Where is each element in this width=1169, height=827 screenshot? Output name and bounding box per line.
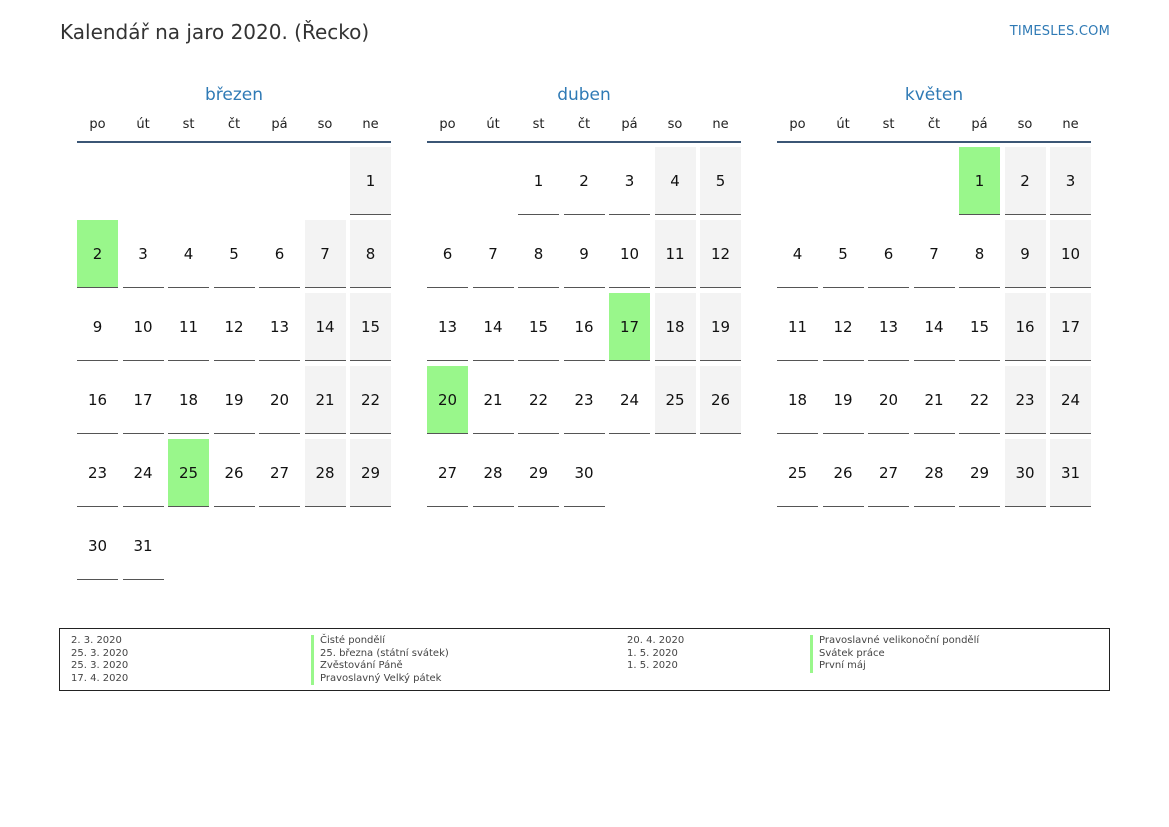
weekday-label: pá — [271, 117, 288, 132]
legend-holiday-name: První máj — [810, 660, 979, 673]
day-cell: 22 — [959, 366, 1000, 434]
day-cell: 15 — [518, 293, 559, 361]
weekday-label: ne — [362, 117, 379, 132]
site-link[interactable]: TIMESLES.COM — [1009, 24, 1110, 39]
day-cell: 7 — [305, 220, 346, 288]
day-cell: 22 — [518, 366, 559, 434]
legend-holiday-name: Pravoslavný Velký pátek — [311, 673, 449, 686]
weekday-label: čt — [927, 117, 941, 132]
day-cell: 4 — [655, 147, 696, 215]
month-march — [77, 84, 391, 585]
day-cell: 21 — [473, 366, 514, 434]
day-cell: 18 — [655, 293, 696, 361]
day-cell: 15 — [350, 293, 391, 361]
weekday-label: pá — [621, 117, 638, 132]
weekday-label: so — [1017, 117, 1033, 132]
day-cell: 28 — [914, 439, 955, 507]
day-cell: 13 — [868, 293, 909, 361]
month-may — [777, 84, 1091, 512]
day-cell: 29 — [518, 439, 559, 507]
day-grid — [77, 147, 391, 585]
day-cell: 3 — [609, 147, 650, 215]
day-cell: 6 — [259, 220, 300, 288]
legend-date: 17. 4. 2020 — [71, 672, 129, 684]
day-cell: 30 — [77, 512, 118, 580]
day-cell: 14 — [914, 293, 955, 361]
legend-names-right — [810, 635, 979, 673]
day-cell: 27 — [427, 439, 468, 507]
day-cell: 10 — [1050, 220, 1091, 288]
holiday-day-cell: 1 — [959, 147, 1000, 215]
day-cell: 26 — [214, 439, 255, 507]
day-cell: 21 — [305, 366, 346, 434]
weekday-label: po — [439, 117, 456, 132]
legend-date: 1. 5. 2020 — [627, 660, 678, 671]
day-cell: 19 — [214, 366, 255, 434]
day-cell: 11 — [777, 293, 818, 361]
day-cell: 30 — [1005, 439, 1046, 507]
legend-holiday-name: 25. března (státní svátek) — [311, 648, 449, 661]
day-cell: 26 — [823, 439, 864, 507]
day-cell: 3 — [123, 220, 164, 288]
weekday-label: po — [789, 117, 806, 132]
weekday-header — [777, 116, 1091, 143]
day-cell: 1 — [350, 147, 391, 215]
day-cell: 22 — [350, 366, 391, 434]
legend-date: 1. 5. 2020 — [627, 647, 678, 659]
legend-date: 25. 3. 2020 — [71, 660, 129, 671]
day-cell: 7 — [914, 220, 955, 288]
day-cell: 8 — [959, 220, 1000, 288]
weekday-label: pá — [971, 117, 988, 132]
day-cell: 4 — [777, 220, 818, 288]
day-cell: 18 — [168, 366, 209, 434]
legend-holiday-name: Pravoslavné velikonoční pondělí — [810, 635, 979, 648]
weekday-label: st — [882, 117, 895, 132]
day-cell: 23 — [1005, 366, 1046, 434]
day-cell: 24 — [123, 439, 164, 507]
day-cell: 31 — [123, 512, 164, 580]
holiday-day-cell: 2 — [77, 220, 118, 288]
day-cell: 12 — [823, 293, 864, 361]
day-cell: 16 — [1005, 293, 1046, 361]
day-cell: 11 — [168, 293, 209, 361]
day-cell: 16 — [564, 293, 605, 361]
day-cell: 18 — [777, 366, 818, 434]
page-title: Kalendář na jaro 2020. (Řecko) — [60, 20, 370, 44]
day-cell: 4 — [168, 220, 209, 288]
day-cell: 28 — [305, 439, 346, 507]
legend-dates-right — [627, 635, 684, 673]
weekday-label: ne — [1062, 117, 1079, 132]
day-cell: 24 — [1050, 366, 1091, 434]
day-cell: 5 — [823, 220, 864, 288]
holiday-day-cell: 25 — [168, 439, 209, 507]
weekday-header — [427, 116, 741, 143]
day-cell: 26 — [700, 366, 741, 434]
day-cell: 30 — [564, 439, 605, 507]
weekday-label: po — [89, 117, 106, 132]
day-cell: 12 — [700, 220, 741, 288]
day-cell: 5 — [214, 220, 255, 288]
day-cell: 19 — [700, 293, 741, 361]
legend-names-left — [311, 635, 449, 685]
day-cell: 12 — [214, 293, 255, 361]
day-cell: 14 — [305, 293, 346, 361]
day-cell: 17 — [1050, 293, 1091, 361]
legend-dates-left — [71, 635, 128, 685]
weekday-label: út — [136, 117, 150, 132]
day-cell: 2 — [564, 147, 605, 215]
legend-holiday-name: Zvěstování Páně — [311, 660, 449, 673]
weekday-label: so — [667, 117, 683, 132]
day-cell: 15 — [959, 293, 1000, 361]
holiday-day-cell: 17 — [609, 293, 650, 361]
day-cell: 10 — [609, 220, 650, 288]
weekday-label: út — [486, 117, 500, 132]
day-grid — [427, 147, 741, 512]
day-cell: 23 — [564, 366, 605, 434]
legend-holiday-name: Svátek práce — [810, 648, 979, 661]
day-cell: 29 — [959, 439, 1000, 507]
holiday-day-cell: 20 — [427, 366, 468, 434]
legend-holiday-name: Čisté pondělí — [311, 635, 449, 648]
day-cell: 8 — [518, 220, 559, 288]
legend-date: 20. 4. 2020 — [627, 635, 685, 646]
day-cell: 31 — [1050, 439, 1091, 507]
day-cell: 11 — [655, 220, 696, 288]
day-cell: 13 — [427, 293, 468, 361]
day-cell: 29 — [350, 439, 391, 507]
legend-date: 25. 3. 2020 — [71, 647, 129, 659]
day-cell: 25 — [655, 366, 696, 434]
day-cell: 1 — [518, 147, 559, 215]
day-cell: 27 — [868, 439, 909, 507]
day-cell: 9 — [564, 220, 605, 288]
day-cell: 10 — [123, 293, 164, 361]
weekday-label: ne — [712, 117, 729, 132]
day-cell: 7 — [473, 220, 514, 288]
day-cell: 19 — [823, 366, 864, 434]
day-cell: 28 — [473, 439, 514, 507]
weekday-label: čt — [227, 117, 241, 132]
weekday-header — [77, 116, 391, 143]
day-cell: 13 — [259, 293, 300, 361]
day-cell: 24 — [609, 366, 650, 434]
day-cell: 17 — [123, 366, 164, 434]
day-cell: 20 — [868, 366, 909, 434]
month-name: květen — [904, 85, 964, 105]
day-cell: 6 — [868, 220, 909, 288]
day-cell: 23 — [77, 439, 118, 507]
day-cell: 27 — [259, 439, 300, 507]
day-cell: 25 — [777, 439, 818, 507]
month-name: duben — [557, 85, 611, 105]
weekday-label: út — [836, 117, 850, 132]
month-name: březen — [204, 85, 264, 105]
day-cell: 5 — [700, 147, 741, 215]
holiday-legend — [59, 628, 1110, 691]
day-cell: 9 — [1005, 220, 1046, 288]
month-april — [427, 84, 741, 512]
day-grid — [777, 147, 1091, 512]
day-cell: 14 — [473, 293, 514, 361]
day-cell: 20 — [259, 366, 300, 434]
day-cell: 2 — [1005, 147, 1046, 215]
day-cell: 3 — [1050, 147, 1091, 215]
weekday-label: so — [317, 117, 333, 132]
weekday-label: st — [182, 117, 195, 132]
day-cell: 9 — [77, 293, 118, 361]
day-cell: 21 — [914, 366, 955, 434]
legend-date: 2. 3. 2020 — [71, 635, 122, 646]
day-cell: 6 — [427, 220, 468, 288]
weekday-label: st — [532, 117, 545, 132]
day-cell: 16 — [77, 366, 118, 434]
day-cell: 8 — [350, 220, 391, 288]
weekday-label: čt — [577, 117, 591, 132]
